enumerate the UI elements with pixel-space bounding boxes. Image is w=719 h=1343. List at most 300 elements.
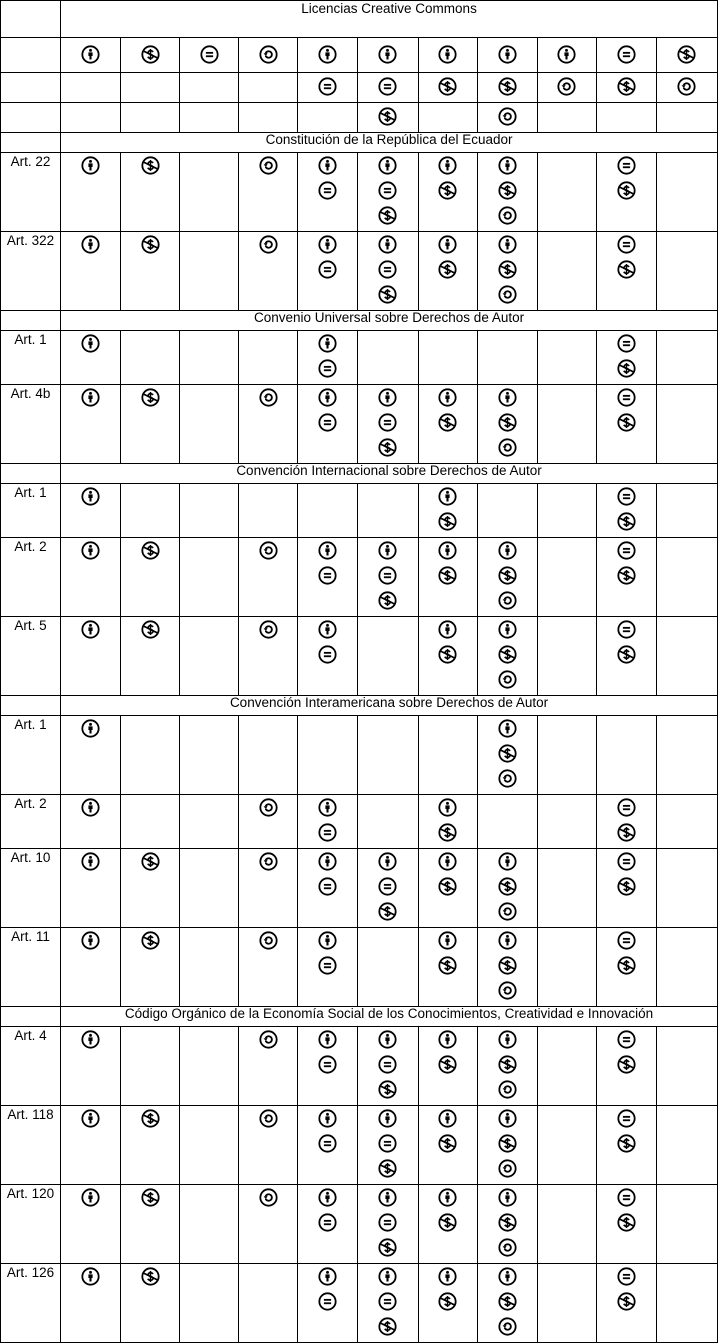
icon-stack: [358, 1027, 417, 1105]
empty-cell: [61, 73, 121, 103]
noncommercial-icon: [438, 1213, 457, 1232]
license-cell: [121, 153, 180, 232]
noncommercial-icon: [438, 566, 457, 585]
icon-stack: [358, 41, 417, 70]
empty-cell: [477, 331, 537, 385]
sharealike-icon: [259, 1188, 278, 1207]
icon-stack: [298, 331, 357, 384]
noderivatives-icon: [617, 156, 636, 175]
empty-cell: [656, 153, 717, 232]
section-row: [1, 311, 718, 331]
sharealike-icon: [259, 1030, 278, 1049]
noderivatives-icon: [617, 1267, 636, 1286]
icon-stack: [597, 538, 656, 591]
icon-stack: [61, 331, 120, 359]
noncommercial-icon: [378, 1238, 397, 1257]
section-row: [1, 696, 718, 716]
license-cell: [596, 385, 656, 464]
license-cell: [596, 795, 656, 849]
attribution-icon: [498, 719, 517, 738]
license-cell: [358, 385, 418, 464]
license-header-cell: [61, 38, 121, 73]
icon-stack: [538, 41, 596, 70]
icon-stack: [61, 385, 120, 413]
icon-stack: [597, 331, 656, 384]
sharealike-icon: [498, 438, 517, 457]
empty-cell: [596, 103, 656, 133]
license-cell: [477, 928, 537, 1007]
sharealike-icon: [259, 388, 278, 407]
license-header-cell: [358, 103, 418, 133]
attribution-icon: [318, 334, 337, 353]
article-label: Art. 10: [1, 849, 61, 928]
empty-cell: [1, 38, 61, 73]
empty-cell: [239, 73, 298, 103]
icon-stack: [121, 617, 179, 645]
noncommercial-icon: [378, 438, 397, 457]
attribution-icon: [498, 620, 517, 639]
icon-stack: [597, 849, 656, 902]
attribution-icon: [438, 798, 457, 817]
noncommercial-icon: [498, 413, 517, 432]
icon-stack: [121, 153, 179, 181]
attribution-icon: [318, 235, 337, 254]
noncommercial-icon: [617, 359, 636, 378]
noderivatives-icon: [378, 77, 397, 96]
sharealike-icon: [498, 285, 517, 304]
noncommercial-icon: [617, 1292, 636, 1311]
sharealike-icon: [259, 1109, 278, 1128]
icon-stack: [298, 928, 357, 981]
license-cell: [418, 153, 477, 232]
noderivatives-icon: [378, 1055, 397, 1074]
license-cell: [61, 1264, 121, 1343]
noncommercial-icon: [141, 620, 160, 639]
section-title: Convención Interamericana sobre Derechos de Autor: [61, 696, 718, 716]
noderivatives-icon: [378, 566, 397, 585]
empty-cell: [180, 1027, 239, 1106]
icon-stack: [597, 1185, 656, 1238]
noncommercial-icon: [378, 1317, 397, 1336]
noncommercial-icon: [141, 541, 160, 560]
license-header-cell: [537, 38, 596, 73]
license-cell: [477, 1106, 537, 1185]
empty-cell: [180, 617, 239, 696]
noderivatives-icon: [617, 798, 636, 817]
noncommercial-icon: [438, 77, 457, 96]
attribution-icon: [438, 541, 457, 560]
article-label: Art. 1: [1, 716, 61, 795]
attribution-icon: [81, 931, 100, 950]
icon-stack: [478, 232, 537, 310]
empty-cell: [418, 103, 477, 133]
noderivatives-icon: [617, 541, 636, 560]
attribution-icon: [81, 334, 100, 353]
attribution-icon: [81, 1030, 100, 1049]
license-cell: [298, 1027, 358, 1106]
noncommercial-icon: [617, 1055, 636, 1074]
noncommercial-icon: [498, 877, 517, 896]
article-label: Art. 2: [1, 538, 61, 617]
attribution-icon: [438, 388, 457, 407]
empty-cell: [121, 1027, 180, 1106]
license-cell: [298, 1264, 358, 1343]
empty-cell: [656, 484, 717, 538]
empty-cell: [656, 538, 717, 617]
sharealike-icon: [259, 541, 278, 560]
license-header-cell: [358, 38, 418, 73]
icon-stack: [597, 795, 656, 848]
sharealike-icon: [557, 77, 576, 96]
noncommercial-icon: [438, 1134, 457, 1153]
noncommercial-icon: [141, 156, 160, 175]
empty-cell: [1, 133, 61, 153]
noderivatives-icon: [617, 1109, 636, 1128]
empty-cell: [180, 385, 239, 464]
license-cell: [121, 385, 180, 464]
article-label: Art. 2: [1, 795, 61, 849]
icon-stack: [478, 849, 537, 927]
noderivatives-icon: [318, 413, 337, 432]
noncommercial-icon: [617, 181, 636, 200]
attribution-icon: [81, 235, 100, 254]
sharealike-icon: [259, 156, 278, 175]
attribution-icon: [378, 45, 397, 64]
noncommercial-icon: [378, 1080, 397, 1099]
attribution-icon: [498, 1030, 517, 1049]
icon-stack: [419, 928, 477, 981]
icon-stack: [478, 385, 537, 463]
icon-stack: [239, 385, 297, 413]
empty-cell: [239, 331, 298, 385]
license-cell: [418, 795, 477, 849]
icon-stack: [657, 41, 717, 70]
license-cell: [239, 1106, 298, 1185]
license-cell: [121, 1185, 180, 1264]
attribution-icon: [438, 620, 457, 639]
license-cell: [418, 385, 477, 464]
attribution-icon: [498, 1267, 517, 1286]
icon-stack: [419, 232, 477, 285]
attribution-icon: [378, 852, 397, 871]
empty-cell: [537, 103, 596, 133]
article-label: Art. 126: [1, 1264, 61, 1343]
license-cell: [61, 484, 121, 538]
article-row: [1, 232, 718, 311]
sharealike-icon: [498, 902, 517, 921]
noncommercial-icon: [498, 645, 517, 664]
noderivatives-icon: [378, 1213, 397, 1232]
icon-stack: [61, 484, 120, 512]
license-header-cell: [537, 73, 596, 103]
license-cell: [477, 153, 537, 232]
license-cell: [61, 617, 121, 696]
attribution-icon: [378, 1109, 397, 1128]
license-cell: [239, 153, 298, 232]
empty-cell: [358, 484, 418, 538]
license-cell: [298, 928, 358, 1007]
attribution-icon: [438, 45, 457, 64]
icon-stack: [121, 232, 179, 260]
license-cell: [596, 232, 656, 311]
empty-cell: [180, 716, 239, 795]
license-header-row: [1, 73, 718, 103]
noncommercial-icon: [378, 902, 397, 921]
license-cell: [298, 849, 358, 928]
attribution-icon: [318, 541, 337, 560]
attribution-icon: [498, 235, 517, 254]
license-cell: [596, 153, 656, 232]
sharealike-icon: [498, 107, 517, 126]
attribution-icon: [81, 45, 100, 64]
license-cell: [477, 716, 537, 795]
noncommercial-icon: [617, 877, 636, 896]
license-cell: [298, 331, 358, 385]
license-cell: [121, 928, 180, 1007]
noncommercial-icon: [141, 235, 160, 254]
license-cell: [61, 1185, 121, 1264]
icon-stack: [478, 1264, 537, 1342]
icon-stack: [419, 153, 477, 206]
icon-stack: [597, 232, 656, 285]
empty-cell: [537, 849, 596, 928]
noncommercial-icon: [378, 1159, 397, 1178]
license-cell: [121, 849, 180, 928]
noncommercial-icon: [141, 931, 160, 950]
attribution-icon: [318, 620, 337, 639]
table-title: Licencias Creative Commons: [61, 1, 718, 38]
icon-stack: [597, 1264, 656, 1317]
attribution-icon: [378, 1188, 397, 1207]
license-cell: [121, 538, 180, 617]
license-cell: [239, 538, 298, 617]
license-cell: [239, 617, 298, 696]
noncommercial-icon: [378, 285, 397, 304]
attribution-icon: [378, 541, 397, 560]
empty-cell: [121, 73, 180, 103]
empty-cell: [298, 716, 358, 795]
noncommercial-icon: [438, 1055, 457, 1074]
attribution-icon: [81, 1267, 100, 1286]
empty-cell: [656, 232, 717, 311]
icon-stack: [121, 1106, 179, 1134]
noncommercial-icon: [498, 260, 517, 279]
license-cell: [239, 1027, 298, 1106]
empty-cell: [656, 928, 717, 1007]
license-cell: [596, 928, 656, 1007]
sharealike-icon: [498, 981, 517, 1000]
attribution-icon: [318, 156, 337, 175]
noncommercial-icon: [438, 956, 457, 975]
empty-cell: [656, 103, 717, 133]
icon-stack: [478, 103, 537, 132]
icon-stack: [597, 1106, 656, 1159]
icon-stack: [61, 1106, 120, 1134]
license-cell: [61, 538, 121, 617]
icon-stack: [478, 928, 537, 1006]
icon-stack: [419, 617, 477, 670]
noncommercial-icon: [617, 77, 636, 96]
empty-cell: [477, 795, 537, 849]
icon-stack: [478, 617, 537, 695]
empty-cell: [180, 849, 239, 928]
sharealike-icon: [259, 798, 278, 817]
empty-cell: [121, 331, 180, 385]
article-row: [1, 385, 718, 464]
license-cell: [239, 928, 298, 1007]
noderivatives-icon: [617, 235, 636, 254]
attribution-icon: [318, 931, 337, 950]
license-cell: [61, 795, 121, 849]
empty-cell: [656, 1185, 717, 1264]
icon-stack: [358, 232, 417, 310]
table-body: [1, 1, 718, 1343]
noderivatives-icon: [318, 1134, 337, 1153]
sharealike-icon: [498, 1159, 517, 1178]
empty-cell: [1, 696, 61, 716]
license-cell: [418, 232, 477, 311]
license-header-cell: [121, 38, 180, 73]
license-cell: [596, 617, 656, 696]
article-label: Art. 120: [1, 1185, 61, 1264]
noderivatives-icon: [617, 45, 636, 64]
icon-stack: [358, 385, 417, 463]
license-cell: [477, 1027, 537, 1106]
noderivatives-icon: [617, 388, 636, 407]
attribution-icon: [378, 156, 397, 175]
license-cell: [298, 1185, 358, 1264]
noncommercial-icon: [438, 413, 457, 432]
noderivatives-icon: [318, 956, 337, 975]
license-cell: [61, 928, 121, 1007]
empty-cell: [239, 716, 298, 795]
empty-cell: [180, 1264, 239, 1343]
license-header-cell: [418, 73, 477, 103]
noderivatives-icon: [318, 1213, 337, 1232]
license-cell: [418, 1106, 477, 1185]
noncommercial-icon: [617, 413, 636, 432]
noncommercial-icon: [141, 1109, 160, 1128]
article-label: Art. 22: [1, 153, 61, 232]
empty-cell: [656, 1106, 717, 1185]
empty-cell: [537, 385, 596, 464]
attribution-icon: [318, 1109, 337, 1128]
license-header-cell: [298, 38, 358, 73]
icon-stack: [61, 1185, 120, 1213]
attribution-icon: [438, 235, 457, 254]
icon-stack: [419, 1264, 477, 1317]
empty-cell: [1, 73, 61, 103]
empty-cell: [358, 331, 418, 385]
attribution-icon: [318, 1267, 337, 1286]
empty-cell: [180, 795, 239, 849]
noncommercial-icon: [498, 181, 517, 200]
noncommercial-icon: [617, 1134, 636, 1153]
attribution-icon: [438, 156, 457, 175]
noncommercial-icon: [617, 566, 636, 585]
sharealike-icon: [498, 206, 517, 225]
license-cell: [239, 849, 298, 928]
attribution-icon: [81, 1109, 100, 1128]
empty-cell: [239, 1264, 298, 1343]
icon-stack: [358, 1185, 417, 1263]
article-label: Art. 1: [1, 331, 61, 385]
empty-cell: [537, 795, 596, 849]
attribution-icon: [498, 852, 517, 871]
icon-stack: [121, 928, 179, 956]
section-title: Código Orgánico de la Economía Social de los Conocimientos, Creatividad e Innovación: [61, 1007, 718, 1027]
license-cell: [418, 1027, 477, 1106]
icon-stack: [419, 73, 477, 102]
attribution-icon: [498, 1109, 517, 1128]
license-header-cell: [596, 73, 656, 103]
empty-cell: [537, 1264, 596, 1343]
noderivatives-icon: [378, 413, 397, 432]
article-row: [1, 849, 718, 928]
article-row: [1, 538, 718, 617]
icon-stack: [597, 484, 656, 537]
empty-cell: [180, 331, 239, 385]
sharealike-icon: [498, 670, 517, 689]
noderivatives-icon: [200, 45, 219, 64]
icon-stack: [419, 484, 477, 537]
icon-stack: [538, 73, 596, 102]
icon-stack: [478, 538, 537, 616]
noncommercial-icon: [677, 45, 696, 64]
empty-cell: [656, 617, 717, 696]
empty-cell: [121, 795, 180, 849]
section-row: [1, 1007, 718, 1027]
sharealike-icon: [498, 1080, 517, 1099]
attribution-icon: [438, 1109, 457, 1128]
section-title: Constitución de la República del Ecuador: [61, 133, 718, 153]
empty-cell: [298, 103, 358, 133]
icon-stack: [419, 1185, 477, 1238]
icon-stack: [358, 849, 417, 927]
icon-stack: [239, 617, 297, 645]
noderivatives-icon: [318, 823, 337, 842]
license-cell: [239, 232, 298, 311]
empty-cell: [656, 331, 717, 385]
corner-cell: [1, 1, 61, 38]
noncommercial-icon: [378, 107, 397, 126]
attribution-icon: [438, 852, 457, 871]
license-header-cell: [298, 73, 358, 103]
noderivatives-icon: [617, 334, 636, 353]
license-cell: [418, 484, 477, 538]
empty-cell: [358, 928, 418, 1007]
license-cell: [358, 232, 418, 311]
noderivatives-icon: [318, 181, 337, 200]
icon-stack: [298, 1264, 357, 1317]
license-cell: [298, 1106, 358, 1185]
sharealike-icon: [259, 235, 278, 254]
icon-stack: [298, 538, 357, 591]
license-cell: [477, 232, 537, 311]
title-row: [1, 1, 718, 38]
empty-cell: [418, 331, 477, 385]
icon-stack: [239, 232, 297, 260]
license-header-cell: [180, 38, 239, 73]
noncommercial-icon: [498, 1292, 517, 1311]
empty-cell: [656, 795, 717, 849]
icon-stack: [298, 1027, 357, 1080]
article-row: [1, 617, 718, 696]
article-row: [1, 795, 718, 849]
attribution-icon: [498, 45, 517, 64]
license-cell: [418, 617, 477, 696]
empty-cell: [656, 385, 717, 464]
